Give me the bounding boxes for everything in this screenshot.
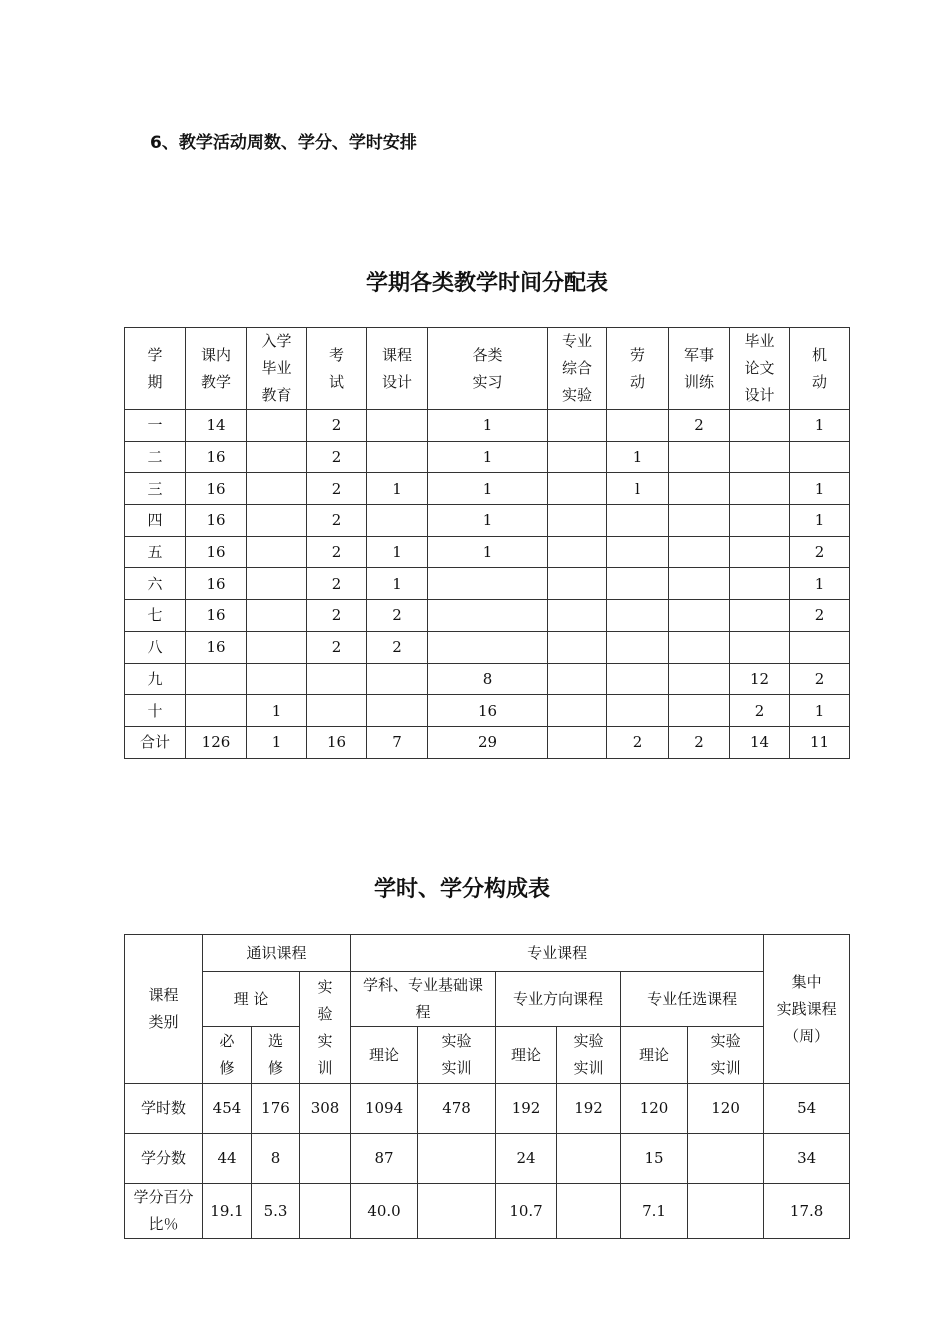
table-cell [186, 663, 247, 695]
table-cell [669, 568, 730, 600]
table-cell [669, 600, 730, 632]
table-cell: 16 [186, 505, 247, 537]
table-cell: 1 [367, 568, 428, 600]
table-cell: 1 [790, 568, 850, 600]
table-cell: 2 [367, 600, 428, 632]
exp-header: 实验 实训 [557, 1027, 621, 1084]
table-row [125, 505, 850, 537]
table-cell [428, 600, 548, 632]
exp-header: 实验 实训 [688, 1027, 764, 1084]
table-cell [367, 663, 428, 695]
table-cell [669, 631, 730, 663]
table-cell: 16 [186, 536, 247, 568]
table-cell: 1 [790, 695, 850, 727]
semester-cell: 一 [125, 410, 186, 442]
general-course-header: 通识课程 [203, 935, 351, 972]
table-cell: 14 [730, 726, 790, 758]
credit-hours-table [124, 934, 850, 1239]
table-cell: 120 [621, 1084, 688, 1134]
header-cell: 考 试 [307, 328, 367, 410]
table-cell: 2 [790, 600, 850, 632]
table2-title: 学时、学分构成表 [373, 877, 550, 902]
table-cell: 1 [790, 410, 850, 442]
table-row [125, 1184, 850, 1239]
table-cell: 1 [428, 536, 548, 568]
table-cell [607, 410, 669, 442]
table-cell [730, 536, 790, 568]
table-cell [607, 663, 669, 695]
table-cell: 1 [428, 441, 548, 473]
table-cell: 2 [307, 568, 367, 600]
table-cell: 2 [669, 410, 730, 442]
table-cell: 16 [186, 473, 247, 505]
table-cell: 1 [367, 473, 428, 505]
table-cell [418, 1134, 496, 1184]
table-cell [300, 1184, 351, 1239]
table-cell [367, 441, 428, 473]
table-cell: 44 [203, 1134, 252, 1184]
table-cell: 16 [307, 726, 367, 758]
header-cell: 毕业 论文 设计 [730, 328, 790, 410]
table-cell: 5.3 [252, 1184, 300, 1239]
semester-cell: 四 [125, 505, 186, 537]
table-cell [607, 536, 669, 568]
table-cell: 19.1 [203, 1184, 252, 1239]
table-row [125, 600, 850, 632]
table-cell: 15 [621, 1134, 688, 1184]
table-cell [307, 695, 367, 727]
table-cell: 8 [252, 1134, 300, 1184]
table-cell [247, 600, 307, 632]
section-heading: 6、教学活动周数、学分、学时安排 [150, 133, 417, 153]
table-cell [247, 441, 307, 473]
table-cell: 1 [607, 441, 669, 473]
table-cell [548, 726, 607, 758]
table-cell [607, 695, 669, 727]
table-cell [247, 536, 307, 568]
table-cell [669, 695, 730, 727]
table-row [125, 441, 850, 473]
table-cell: 1 [428, 473, 548, 505]
table-cell [607, 631, 669, 663]
major-direction-header: 专业方向课程 [496, 972, 621, 1027]
table-cell [247, 410, 307, 442]
table-cell [790, 631, 850, 663]
table-cell: 120 [688, 1084, 764, 1134]
table-row [125, 1084, 850, 1134]
table-cell [607, 505, 669, 537]
teaching-time-table [124, 327, 850, 759]
table-cell [367, 410, 428, 442]
table-cell: 2 [669, 726, 730, 758]
concentrated-practice-header: 集中 实践课程 （周） [764, 935, 850, 1084]
table-cell: 2 [790, 536, 850, 568]
table-cell [186, 695, 247, 727]
exp-header: 实验 实训 [418, 1027, 496, 1084]
table-cell [669, 441, 730, 473]
table-cell: 2 [730, 695, 790, 727]
table-cell [548, 473, 607, 505]
table-cell: 1 [790, 473, 850, 505]
table-cell [247, 505, 307, 537]
table-cell [730, 631, 790, 663]
table-cell: 12 [730, 663, 790, 695]
table-cell: 478 [418, 1084, 496, 1134]
theory-group-header: 理 论 [203, 972, 300, 1027]
semester-cell: 合计 [125, 726, 186, 758]
table-cell [300, 1134, 351, 1184]
course-type-header: 课程 类别 [125, 935, 203, 1084]
table-row [125, 631, 850, 663]
table-cell [730, 473, 790, 505]
table-cell [669, 536, 730, 568]
table-cell: 87 [351, 1134, 418, 1184]
table-cell: 1 [428, 505, 548, 537]
major-course-header: 专业课程 [351, 935, 764, 972]
table-cell: 454 [203, 1084, 252, 1134]
table-cell [428, 568, 548, 600]
table-cell: 16 [186, 631, 247, 663]
table-cell: 126 [186, 726, 247, 758]
table-cell: 1 [428, 410, 548, 442]
table-cell: 2 [307, 600, 367, 632]
header-cell: 机 动 [790, 328, 850, 410]
header-cell: 入学 毕业 教育 [247, 328, 307, 410]
table-cell [548, 695, 607, 727]
table-cell: 192 [557, 1084, 621, 1134]
semester-cell: 二 [125, 441, 186, 473]
table-cell: 2 [307, 441, 367, 473]
table-cell: 2 [307, 410, 367, 442]
table-cell [688, 1134, 764, 1184]
table-cell: 7 [367, 726, 428, 758]
semester-cell: 六 [125, 568, 186, 600]
semester-cell: 五 [125, 536, 186, 568]
table-cell: 16 [186, 600, 247, 632]
header-cell: 各类 实习 [428, 328, 548, 410]
header-cell: 劳 动 [607, 328, 669, 410]
table-cell: 308 [300, 1084, 351, 1134]
table-cell [247, 631, 307, 663]
table-cell [247, 473, 307, 505]
table-cell: 10.7 [496, 1184, 557, 1239]
table-cell [548, 536, 607, 568]
table-cell [548, 600, 607, 632]
table-cell: 192 [496, 1084, 557, 1134]
elective-header: 选 修 [252, 1027, 300, 1084]
table-cell [607, 568, 669, 600]
table-cell [548, 441, 607, 473]
table-cell: 2 [367, 631, 428, 663]
table-row [125, 536, 850, 568]
table-row [125, 663, 850, 695]
table-cell [548, 568, 607, 600]
semester-cell: 七 [125, 600, 186, 632]
theory-header: 理论 [496, 1027, 557, 1084]
row-label: 学时数 [125, 1084, 203, 1134]
table-cell: 2 [307, 631, 367, 663]
table-cell [669, 505, 730, 537]
table-cell [790, 441, 850, 473]
table-cell: 2 [307, 505, 367, 537]
table-cell [557, 1184, 621, 1239]
table-row [125, 410, 850, 442]
table-cell: 7.1 [621, 1184, 688, 1239]
theory-header: 理论 [621, 1027, 688, 1084]
table-cell: 2 [307, 473, 367, 505]
table-cell [247, 568, 307, 600]
general-exp-header: 实 验 实 训 [300, 972, 351, 1084]
semester-cell: 八 [125, 631, 186, 663]
table-cell: 54 [764, 1084, 850, 1134]
table-row [125, 726, 850, 758]
table-cell [367, 505, 428, 537]
table-cell: 1 [247, 695, 307, 727]
table-cell: 176 [252, 1084, 300, 1134]
table-cell: 16 [186, 441, 247, 473]
major-elective-header: 专业任选课程 [621, 972, 764, 1027]
table-cell [548, 410, 607, 442]
header-cell: 学 期 [125, 328, 186, 410]
table-row [125, 473, 850, 505]
table-cell: 8 [428, 663, 548, 695]
table-cell [669, 473, 730, 505]
table-cell [548, 663, 607, 695]
table-cell [688, 1184, 764, 1239]
table-cell [307, 663, 367, 695]
header-cell: 专业 综合 实验 [548, 328, 607, 410]
table1-header-row [125, 328, 850, 410]
row-label: 学分百分 比％ [125, 1184, 203, 1239]
table-cell: 34 [764, 1134, 850, 1184]
table-cell: 11 [790, 726, 850, 758]
table-cell: 17.8 [764, 1184, 850, 1239]
table-cell [548, 505, 607, 537]
semester-cell: 三 [125, 473, 186, 505]
table-cell: 1094 [351, 1084, 418, 1134]
table-cell: 29 [428, 726, 548, 758]
table-cell [548, 631, 607, 663]
table-cell [557, 1134, 621, 1184]
table-cell: 40.0 [351, 1184, 418, 1239]
theory-header: 理论 [351, 1027, 418, 1084]
table-cell [730, 441, 790, 473]
header-cell: 课内 教学 [186, 328, 247, 410]
table-cell: 1 [790, 505, 850, 537]
header-cell: 课程 设计 [367, 328, 428, 410]
table-row [125, 568, 850, 600]
table1-title: 学期各类教学时间分配表 [365, 271, 608, 296]
table-cell [730, 568, 790, 600]
table-cell: 1 [367, 536, 428, 568]
table-cell: 24 [496, 1134, 557, 1184]
table-cell: 2 [307, 536, 367, 568]
semester-cell: 九 [125, 663, 186, 695]
table-cell: 14 [186, 410, 247, 442]
table-cell [367, 695, 428, 727]
table-cell [247, 663, 307, 695]
table-row [125, 1134, 850, 1184]
table-cell: l [607, 473, 669, 505]
table-cell: 2 [790, 663, 850, 695]
header-cell: 军事 训练 [669, 328, 730, 410]
table-cell [730, 410, 790, 442]
table-cell: 1 [247, 726, 307, 758]
table-cell: 16 [428, 695, 548, 727]
table-cell [428, 631, 548, 663]
table-cell [730, 600, 790, 632]
semester-cell: 十 [125, 695, 186, 727]
table-row [125, 695, 850, 727]
table-cell [730, 505, 790, 537]
table-cell [607, 600, 669, 632]
major-base-header: 学科、专业基础课 程 [351, 972, 496, 1027]
table-cell: 2 [607, 726, 669, 758]
row-label: 学分数 [125, 1134, 203, 1184]
table-cell: 16 [186, 568, 247, 600]
table-cell [669, 663, 730, 695]
required-header: 必 修 [203, 1027, 252, 1084]
table-cell [418, 1184, 496, 1239]
